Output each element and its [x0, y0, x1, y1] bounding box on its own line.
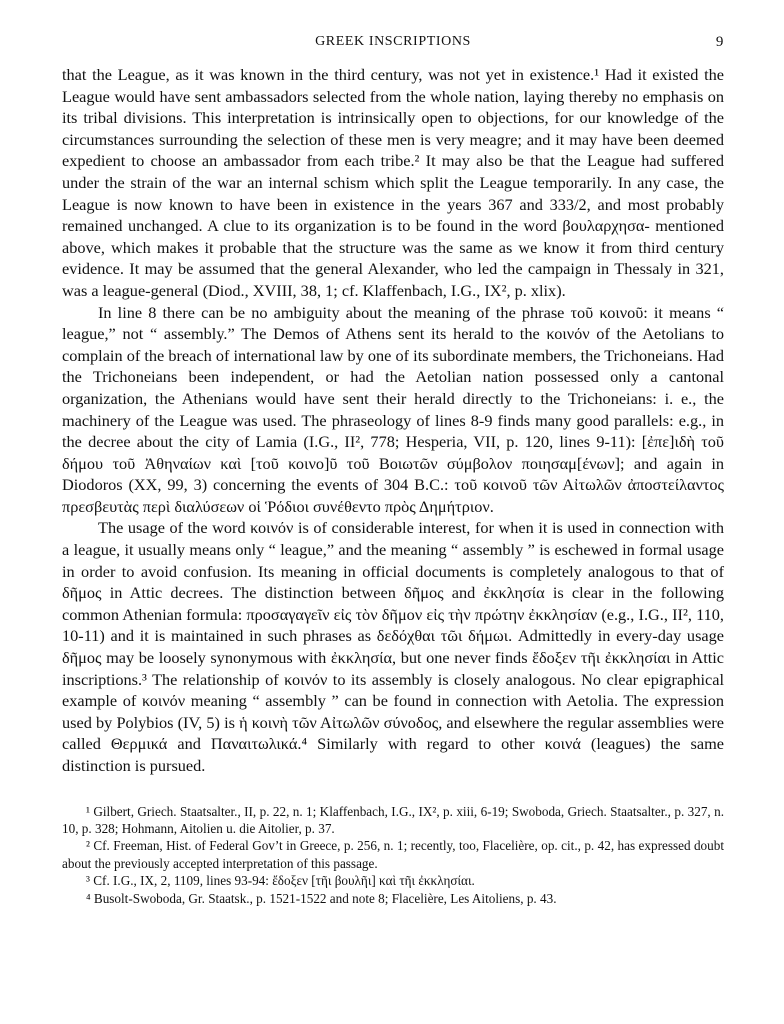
running-title: GREEK INSCRIPTIONS: [315, 34, 471, 49]
running-head: [62, 34, 724, 56]
page-number: 9: [715, 34, 724, 50]
footnotes: [62, 803, 724, 907]
paragraph-koinon-usage: The usage of the word κοινόν is of considerable interest, for when it is used in connection with a league, it usually means only “ league,” and the meaning “ assembly ” is eschewed in formal usage in order to avoid confusion. Its meaning in official documents is completely analogous to that of δῆμος in Attic decrees. The distinction between δῆμος and ἐκκλησία is clear in the following common Athenian formula: προσαγαγεῖν εἰς τὸν δῆμον εἰς τὴν πρώτην ἐκκλησίαν (e.g., I.G., II², 110, 10-11) and it is maintained in such phrases as δεδόχθαι τῶι δήμωι. Admittedly in every-day usage δῆμος may be loosely synonymous with ἐκκλησία, but one never finds ἔδοξεν τῆι ἐκκλησίαι in Attic inscriptions.³ The relationship of κοινόν to its assembly is closely analogous. No clear epigraphical example of κοινόν meaning “ assembly ” can be found in connection with Aetolia. The expression used by Polybios (IV, 5) is ἡ κοινὴ τῶν Αἰτωλῶν σύνοδος, and elsewhere the regular assemblies were called Θερμικά and Παναιτωλικά.⁴ Similarly with regard to other κοινά (leagues) the same distinction is pursued.: [62, 518, 724, 775]
body-text: [62, 64, 724, 777]
footnote-1: ¹ Gilbert, Griech. Staatsalter., II, p. 22, n. 1; Klaffenbach, I.G., IX², p. xiii, 6-19; Swoboda, Griech. Staatsalter., p. 327, n. 10, p. 328; Hohmann, Aitolien u. die Aitolier, p. 37.: [62, 803, 724, 836]
footnote-3: ³ Cf. I.G., IX, 2, 1109, lines 93-94: ἔδοξεν [τῆι βουλῆι] καὶ τῆι ἐκκλησίαι.: [86, 873, 475, 889]
footnote-4: ⁴ Busolt-Swoboda, Gr. Staatsk., p. 1521-1522 and note 8; Flacelière, Les Aitoliens, p. 43.: [86, 890, 557, 906]
footnote-2: ² Cf. Freeman, Hist. of Federal Gov’t in Greece, p. 256, n. 1; recently, too, Flacelière, op. cit., p. 42, has expressed doubt about the previously accepted interpretation of this passage.: [62, 838, 724, 871]
paragraph-continuation: that the League, as it was known in the third century, was not yet in existence.¹ Had it existed the League would have sent ambassadors selected from the whole nation, laying thereby no emphasis on its tribal divisions. This interpretation is intrinsically open to objections, for our knowledge of the circumstances surrounding the selection of these men is very meagre; and it may have been deemed expedient to choose an ambassador from each tribe.² It may also be that the League had suffered under the strain of the war an internal schism which split the League temporarily. In any case, the League is now known to have been in existence in the years 367 and 333/2, and most probably remained unchanged. A clue to its organization is to be found in the word βουλαρχησα- mentioned above, which makes it probable that the structure was the same as we know it from third century evidence. It may be assumed that the general Alexander, who led the campaign in Thessaly in 321, was a league-general (Diod., XVIII, 38, 1; cf. Klaffenbach, I.G., IX², p. xlix).: [62, 65, 724, 300]
page: [62, 34, 724, 907]
paragraph-koinon-league: In line 8 there can be no ambiguity about the meaning of the phrase τοῦ κοινοῦ: it means “ league,” not “ assembly.” The Demos of Athens sent its herald to the κοινόν of the Aetolians to complain of the breach of international law by one of its subordinate members, the Trichoneians. Had the Trichoneians been independent, or had the Aetolian nation possessed only a cantonal organization, the Athenians would have sent their herald directly to the Trichoneians: i. e., the machinery of the League was used. The phraseology of lines 8-9 finds many good parallels: e.g., in the decree about the city of Lamia (I.G., II², 778; Hesperia, VII, p. 120, lines 9-11): [ἐπε]ιδὴ τοῦ δήμου τοῦ Ἀθηναίων καὶ [τοῦ κοινο]ῦ τοῦ Βοιωτῶν σύμβολον ποιησαμ[ένων]; and again in Diodoros (XX, 99, 3) concerning the events of 304 B.C.: τοῦ κοινοῦ τῶν Αἰτωλῶν ἀποστείλαντος πρεσβευτὰς περὶ διαλύσεων οἱ Ῥόδιοι συνέθεντο πρὸς Δημήτριον.: [62, 302, 724, 516]
